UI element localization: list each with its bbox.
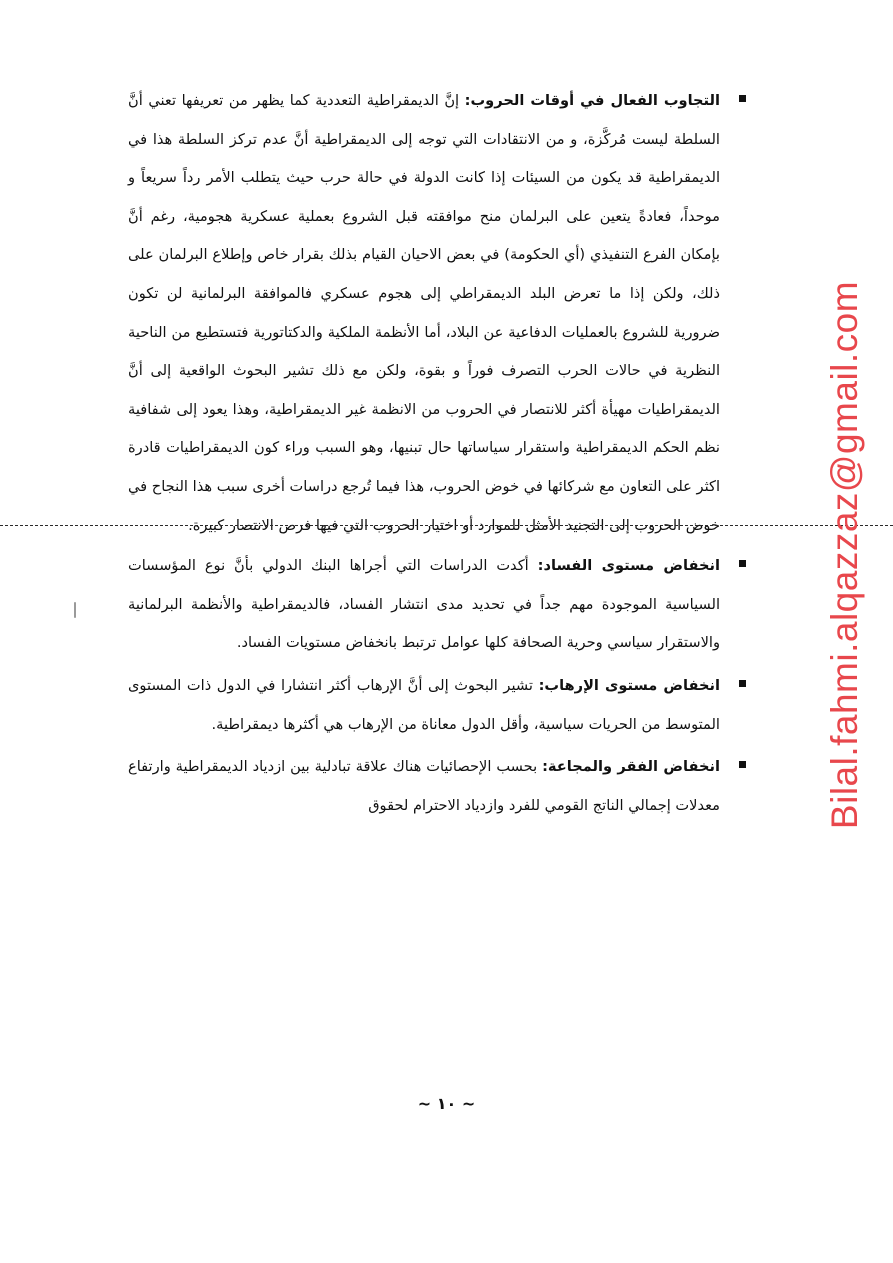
list-item — [128, 547, 720, 663]
scan-mark — [74, 602, 76, 618]
item-heading: انخفاض مستوى الإرهاب: — [538, 676, 720, 694]
item-text: إنَّ الديمقراطية التعددية كما يظهر من تعريفها تعني أنَّ السلطة ليست مُركَّزة، و من الانتقادات التي توجه إلى الديمقراطية أنَّ عدم تركز السلطة هذا في الديمقراطية قد يكون من السيئات إذا كانت الدولة في حالة حرب حيث يتطلب الأمر رداً سريعاً و موحداً، فعادةً يتعين على البرلمان منح موافقته قبل الشروع بعملية عسكرية هجومية، رغم أنَّ بإمكان الفرع التنفيذي (أي الحكومة) في بعض الاحيان القيام بذلك بقرار خاص وإطلاع البرلمان على ذلك، ولكن إذا ما تعرض البلد الديمقراطي إلى هجوم عسكري فالموافقة البرلمانية لن تكون ضرورية للشروع بالعمليات الدفاعية عن البلاد، أما الأنظمة الملكية والدكتاتورية فتستطيع من الناحية النظرية في حالات الحرب التصرف فوراً و بقوة، ولكن مع ذلك تشير البحوث الواقعية إلى أنَّ الديمقراطيات مهيأة أكثر للانتصار في الحروب من الانظمة غير الديمقراطية، وهذا يعود إلى شفافية نظم الحكم الديمقراطية واستقرار سياساتها حال تبنيها، وهو السبب وراء كون الديمقراطيات قادرة اكثر على التعاون مع شركائها في خوض الحروب، هذا فيما تُرجع دراسات أخرى سبب هذا النجاح في خوض الحروب إلى التجنيد الأمثل للموارد أو اختيار الحروب التي فيها فرص الانتصار كبيرة. — [128, 92, 720, 534]
scan-artifact-line — [0, 525, 893, 526]
item-text: بحسب الإحصائيات هناك علاقة تبادلية بين ازدياد الديمقراطية وارتفاع معدلات إجمالي الناتج القومي للفرد وازدياد الاحترام لحقوق — [128, 758, 720, 814]
list-item — [128, 667, 720, 744]
page-number: ~ ١٠ ~ — [417, 1094, 476, 1113]
paragraph — [128, 82, 720, 545]
page-body — [128, 82, 720, 827]
square-bullet-icon — [739, 95, 746, 102]
item-heading: التجاوب الفعال في أوقات الحروب: — [464, 92, 720, 109]
watermark-text: Bilal.fahmi.alqazzaz@gmail.com — [824, 280, 865, 830]
list-item — [128, 748, 720, 825]
square-bullet-icon — [739, 761, 746, 768]
item-text: تشير البحوث إلى أنَّ الإرهاب أكثر انتشارا في الدول ذات المستوى المتوسط من الحريات سياسية، وأقل الدول معاناة من الإرهاب هي أكثرها ديمقراطية. — [128, 676, 720, 733]
list-item — [128, 82, 720, 545]
item-text: أكدت الدراسات التي أجراها البنك الدولي بأنَّ نوع المؤسسات السياسية الموجودة مهم جداً في تحديد مدى انتشار الفساد، فالديمقراطية والأنظمة البرلمانية والاستقرار سياسي وحرية الصحافة كلها عوامل ترتبط بانخفاض مستويات الفساد. — [128, 557, 720, 652]
item-heading: انخفاض مستوى الفساد: — [537, 557, 720, 575]
paragraph — [128, 748, 720, 825]
square-bullet-icon — [739, 560, 746, 567]
paragraph — [128, 547, 720, 663]
square-bullet-icon — [739, 680, 746, 687]
paragraph — [128, 667, 720, 744]
item-heading: انخفاض الفقر والمجاعة: — [542, 758, 720, 776]
